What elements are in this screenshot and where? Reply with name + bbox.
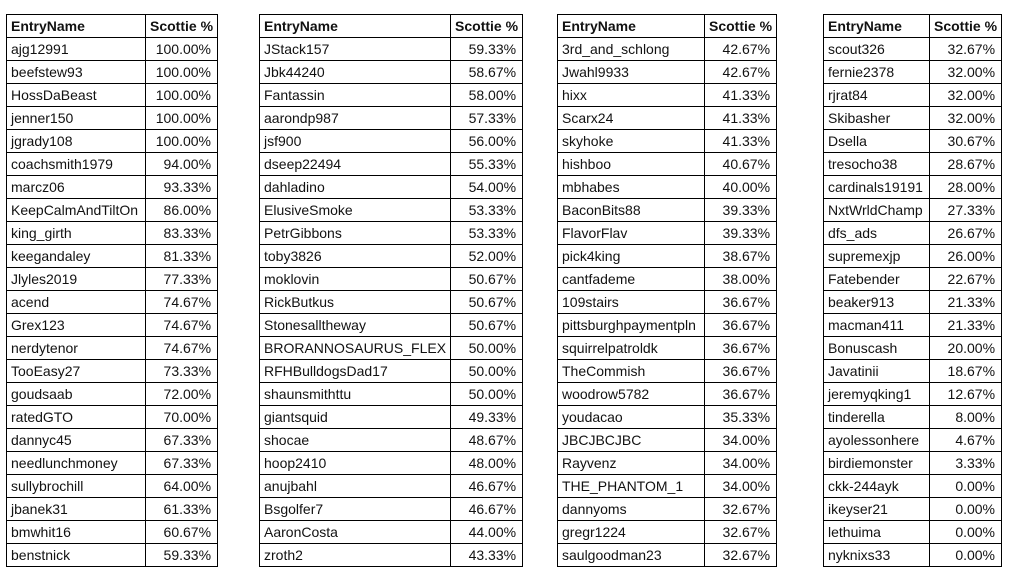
entry-name-cell: Dsella [824,130,930,153]
scottie-pct-cell: 72.00% [146,383,218,406]
scottie-pct-cell: 43.33% [451,544,523,567]
entry-name-cell: hoop2410 [260,452,451,475]
table-row [260,38,523,61]
entry-name-cell: jbanek31 [7,498,146,521]
table-row [7,383,218,406]
column-header-entryname: EntryName [7,15,146,38]
entry-name-cell: squirrelpatroldk [558,337,705,360]
table-row [7,452,218,475]
scottie-pct-cell: 36.67% [705,383,777,406]
table-row [558,406,777,429]
scottie-pct-cell: 32.00% [930,107,1002,130]
entry-name-cell: dannyc45 [7,429,146,452]
scottie-pct-cell: 42.67% [705,38,777,61]
scottie-pct-cell: 52.00% [451,245,523,268]
scottie-pct-cell: 73.33% [146,360,218,383]
entry-name-cell: scout326 [824,38,930,61]
table-row [7,429,218,452]
entry-name-cell: ratedGTO [7,406,146,429]
entry-name-cell: beaker913 [824,291,930,314]
column-header-entryname: EntryName [260,15,451,38]
table-row [824,291,1002,314]
scottie-pct-cell: 28.00% [930,176,1002,199]
column-header-scottie-pct: Scottie % [451,15,523,38]
scottie-pct-cell: 55.33% [451,153,523,176]
table-row [260,84,523,107]
table-row [558,84,777,107]
scottie-pct-cell: 32.00% [930,61,1002,84]
table-row [260,360,523,383]
table-row [824,475,1002,498]
scottie-pct-cell: 49.33% [451,406,523,429]
scottie-pct-cell: 60.67% [146,521,218,544]
table-row [260,61,523,84]
scottie-pct-cell: 32.67% [705,498,777,521]
table-row [7,268,218,291]
table-row [7,245,218,268]
table-row [558,130,777,153]
scottie-pct-cell: 61.33% [146,498,218,521]
entry-name-cell: Stonesalltheway [260,314,451,337]
table-row [558,337,777,360]
entry-name-cell: youdacao [558,406,705,429]
scottie-pct-cell: 67.33% [146,452,218,475]
scottie-pct-cell: 41.33% [705,84,777,107]
scottie-pct-cell: 58.00% [451,84,523,107]
entry-name-cell: tresocho38 [824,153,930,176]
entry-name-cell: ElusiveSmoke [260,199,451,222]
entry-name-cell: BRORANNOSAURUS_FLEX [260,337,451,360]
scottie-pct-cell: 3.33% [930,452,1002,475]
entry-name-cell: nerdytenor [7,337,146,360]
column-header-entryname: EntryName [558,15,705,38]
table-row [824,199,1002,222]
scottie-pct-cell: 74.67% [146,291,218,314]
table-row [260,130,523,153]
table-row [824,268,1002,291]
scottie-pct-cell: 58.67% [451,61,523,84]
scottie-pct-cell: 40.00% [705,176,777,199]
entry-name-cell: jenner150 [7,107,146,130]
table-row [558,222,777,245]
header-row [824,15,1002,38]
table-row [558,38,777,61]
entry-name-cell: anujbahl [260,475,451,498]
entry-name-cell: ajg12991 [7,38,146,61]
entry-name-cell: rjrat84 [824,84,930,107]
scottie-pct-cell: 32.67% [705,544,777,567]
table-row [824,153,1002,176]
table-row [824,383,1002,406]
scottie-pct-cell: 50.67% [451,268,523,291]
table-row [824,61,1002,84]
entry-name-cell: jsf900 [260,130,451,153]
column-header-entryname: EntryName [824,15,930,38]
entry-name-cell: supremexjp [824,245,930,268]
scottie-pct-cell: 4.67% [930,429,1002,452]
table-row [824,406,1002,429]
table-row [824,107,1002,130]
scottie-pct-cell: 27.33% [930,199,1002,222]
scottie-pct-cell: 100.00% [146,107,218,130]
table-row [7,130,218,153]
entry-name-cell: moklovin [260,268,451,291]
scottie-pct-cell: 0.00% [930,475,1002,498]
scottie-pct-cell: 83.33% [146,222,218,245]
scottie-pct-cell: 44.00% [451,521,523,544]
table-row [558,245,777,268]
entry-name-cell: jeremyqking1 [824,383,930,406]
scottie-pct-cell: 86.00% [146,199,218,222]
scottie-pct-cell: 50.00% [451,337,523,360]
entry-name-cell: pittsburghpaymentpln [558,314,705,337]
table-row [7,38,218,61]
scottie-pct-cell: 0.00% [930,498,1002,521]
scottie-pct-cell: 93.33% [146,176,218,199]
scottie-pct-cell: 59.33% [451,38,523,61]
entry-name-cell: AaronCosta [260,521,451,544]
table-row [558,291,777,314]
scottie-pct-cell: 32.00% [930,84,1002,107]
scottie-pct-cell: 46.67% [451,475,523,498]
entry-name-cell: THE_PHANTOM_1 [558,475,705,498]
scottie-pct-cell: 100.00% [146,38,218,61]
entry-name-cell: lethuima [824,521,930,544]
table-row [558,199,777,222]
table-row [260,429,523,452]
entry-name-cell: cardinals19191 [824,176,930,199]
scottie-pct-cell: 100.00% [146,130,218,153]
entries-table-3 [557,14,777,567]
entry-name-cell: Grex123 [7,314,146,337]
entry-name-cell: NxtWrldChamp [824,199,930,222]
table-row [824,38,1002,61]
table-row [7,291,218,314]
scottie-pct-cell: 41.33% [705,107,777,130]
scottie-pct-cell: 32.67% [930,38,1002,61]
scottie-pct-cell: 26.67% [930,222,1002,245]
scottie-pct-cell: 50.00% [451,383,523,406]
entry-name-cell: hishboo [558,153,705,176]
scottie-pct-cell: 50.00% [451,360,523,383]
entry-name-cell: TheCommish [558,360,705,383]
entry-name-cell: Jwahl9933 [558,61,705,84]
entry-name-cell: macman411 [824,314,930,337]
entry-name-cell: nyknixs33 [824,544,930,567]
entry-name-cell: saulgoodman23 [558,544,705,567]
scottie-pct-cell: 39.33% [705,222,777,245]
entry-name-cell: hixx [558,84,705,107]
table-row [558,360,777,383]
entry-name-cell: 3rd_and_schlong [558,38,705,61]
table-row [260,544,523,567]
scottie-pct-cell: 40.67% [705,153,777,176]
table-row [260,291,523,314]
entry-name-cell: JBCJBCJBC [558,429,705,452]
table-row [260,153,523,176]
scottie-pct-cell: 12.67% [930,383,1002,406]
table-row [260,199,523,222]
entry-name-cell: coachsmith1979 [7,153,146,176]
header-row [558,15,777,38]
table-row [558,383,777,406]
table-row [7,199,218,222]
table-row [824,498,1002,521]
entry-name-cell: sullybrochill [7,475,146,498]
entry-name-cell: goudsaab [7,383,146,406]
table-row [558,544,777,567]
table-row [558,107,777,130]
scottie-pct-cell: 74.67% [146,337,218,360]
entry-name-cell: Scarx24 [558,107,705,130]
table-row [558,452,777,475]
entry-name-cell: Bsgolfer7 [260,498,451,521]
scottie-pct-cell: 56.00% [451,130,523,153]
table-row [260,245,523,268]
header-row [7,15,218,38]
entry-name-cell: Skibasher [824,107,930,130]
entry-name-cell: BaconBits88 [558,199,705,222]
scottie-pct-cell: 34.00% [705,429,777,452]
scottie-pct-cell: 100.00% [146,84,218,107]
table-row [824,429,1002,452]
entries-table-1 [6,14,218,567]
table-row [824,544,1002,567]
entry-name-cell: toby3826 [260,245,451,268]
entry-name-cell: shaunsmithttu [260,383,451,406]
entry-name-cell: birdiemonster [824,452,930,475]
scottie-pct-cell: 35.33% [705,406,777,429]
table-row [260,337,523,360]
table-row [260,383,523,406]
scottie-pct-cell: 20.00% [930,337,1002,360]
entry-name-cell: Fatebender [824,268,930,291]
entry-name-cell: mbhabes [558,176,705,199]
entry-name-cell: RFHBulldogsDad17 [260,360,451,383]
scottie-pct-cell: 36.67% [705,314,777,337]
table-row [824,222,1002,245]
scottie-pct-cell: 30.67% [930,130,1002,153]
entry-name-cell: ikeyser21 [824,498,930,521]
scottie-pct-cell: 41.33% [705,130,777,153]
table-row [260,498,523,521]
table-row [824,360,1002,383]
entry-name-cell: Bonuscash [824,337,930,360]
table-row [7,222,218,245]
table-row [558,268,777,291]
entry-name-cell: PetrGibbons [260,222,451,245]
scottie-pct-cell: 81.33% [146,245,218,268]
table-row [260,406,523,429]
scottie-pct-cell: 50.67% [451,291,523,314]
table-row [260,452,523,475]
table-row [7,521,218,544]
table-row [824,130,1002,153]
entry-name-cell: RickButkus [260,291,451,314]
scottie-pct-cell: 57.33% [451,107,523,130]
entry-name-cell: dfs_ads [824,222,930,245]
table-row [260,176,523,199]
table-row [260,475,523,498]
entry-name-cell: marcz06 [7,176,146,199]
table-row [824,337,1002,360]
scottie-pct-cell: 64.00% [146,475,218,498]
scottie-pct-cell: 53.33% [451,199,523,222]
scottie-pct-cell: 38.67% [705,245,777,268]
entry-name-cell: gregr1224 [558,521,705,544]
entry-name-cell: benstnick [7,544,146,567]
scottie-pct-cell: 94.00% [146,153,218,176]
entry-name-cell: zroth2 [260,544,451,567]
scottie-pct-cell: 42.67% [705,61,777,84]
column-header-scottie-pct: Scottie % [146,15,218,38]
table-row [7,544,218,567]
scottie-pct-cell: 0.00% [930,521,1002,544]
table-row [558,498,777,521]
table-row [7,107,218,130]
table-row [7,406,218,429]
scottie-pct-cell: 48.00% [451,452,523,475]
table-row [260,521,523,544]
entry-name-cell: FlavorFlav [558,222,705,245]
table-row [558,521,777,544]
table-row [7,337,218,360]
scottie-pct-cell: 21.33% [930,291,1002,314]
scottie-pct-cell: 59.33% [146,544,218,567]
entry-name-cell: king_girth [7,222,146,245]
scottie-pct-cell: 46.67% [451,498,523,521]
table-row [558,475,777,498]
scottie-pct-cell: 18.67% [930,360,1002,383]
scottie-pct-cell: 50.67% [451,314,523,337]
column-header-scottie-pct: Scottie % [705,15,777,38]
entry-name-cell: pick4king [558,245,705,268]
entry-name-cell: KeepCalmAndTiltOn [7,199,146,222]
entry-name-cell: woodrow5782 [558,383,705,406]
entry-name-cell: beefstew93 [7,61,146,84]
table-row [558,429,777,452]
entry-name-cell: tinderella [824,406,930,429]
entry-name-cell: bmwhit16 [7,521,146,544]
scottie-pct-cell: 26.00% [930,245,1002,268]
scottie-pct-cell: 100.00% [146,61,218,84]
scottie-pct-cell: 32.67% [705,521,777,544]
entry-name-cell: acend [7,291,146,314]
entry-name-cell: JStack157 [260,38,451,61]
entries-table-4 [823,14,1002,567]
table-row [558,176,777,199]
entry-name-cell: ckk-244ayk [824,475,930,498]
entry-name-cell: Rayvenz [558,452,705,475]
table-row [558,61,777,84]
table-row [824,84,1002,107]
table-row [260,314,523,337]
scottie-pct-cell: 70.00% [146,406,218,429]
table-row [7,314,218,337]
table-row [7,360,218,383]
table-row [7,61,218,84]
entry-name-cell: 109stairs [558,291,705,314]
scottie-pct-cell: 48.67% [451,429,523,452]
scottie-pct-cell: 34.00% [705,452,777,475]
table-row [260,222,523,245]
entry-name-cell: dahladino [260,176,451,199]
header-row [260,15,523,38]
entry-name-cell: aarondp987 [260,107,451,130]
table-row [824,314,1002,337]
entry-name-cell: fernie2378 [824,61,930,84]
scottie-pct-cell: 39.33% [705,199,777,222]
entry-name-cell: needlunchmoney [7,452,146,475]
scottie-pct-cell: 34.00% [705,475,777,498]
table-row [7,176,218,199]
table-row [260,268,523,291]
scottie-pct-cell: 54.00% [451,176,523,199]
entry-name-cell: cantfademe [558,268,705,291]
scottie-pct-cell: 28.67% [930,153,1002,176]
scottie-pct-cell: 36.67% [705,291,777,314]
entry-name-cell: TooEasy27 [7,360,146,383]
entry-name-cell: HossDaBeast [7,84,146,107]
table-row [260,107,523,130]
entry-name-cell: Javatinii [824,360,930,383]
table-row [824,521,1002,544]
scottie-pct-cell: 0.00% [930,544,1002,567]
table-row [7,153,218,176]
entry-name-cell: Fantassin [260,84,451,107]
entry-name-cell: jgrady108 [7,130,146,153]
entry-name-cell: dannyoms [558,498,705,521]
table-row [558,314,777,337]
scottie-pct-cell: 21.33% [930,314,1002,337]
table-row [824,176,1002,199]
table-row [7,498,218,521]
entry-name-cell: Jbk44240 [260,61,451,84]
scottie-pct-cell: 36.67% [705,360,777,383]
entry-name-cell: keegandaley [7,245,146,268]
scottie-pct-cell: 67.33% [146,429,218,452]
entry-name-cell: Jlyles2019 [7,268,146,291]
scottie-pct-cell: 53.33% [451,222,523,245]
entry-name-cell: giantsquid [260,406,451,429]
table-row [7,475,218,498]
entry-name-cell: shocae [260,429,451,452]
entry-name-cell: skyhoke [558,130,705,153]
scottie-pct-cell: 77.33% [146,268,218,291]
table-row [7,84,218,107]
entry-name-cell: dseep22494 [260,153,451,176]
scottie-pct-cell: 8.00% [930,406,1002,429]
entries-table-2 [259,14,523,567]
column-header-scottie-pct: Scottie % [930,15,1002,38]
scottie-pct-cell: 38.00% [705,268,777,291]
entry-name-cell: ayolessonhere [824,429,930,452]
scottie-pct-cell: 22.67% [930,268,1002,291]
table-row [558,153,777,176]
scottie-pct-cell: 74.67% [146,314,218,337]
scottie-pct-cell: 36.67% [705,337,777,360]
table-row [824,452,1002,475]
table-row [824,245,1002,268]
